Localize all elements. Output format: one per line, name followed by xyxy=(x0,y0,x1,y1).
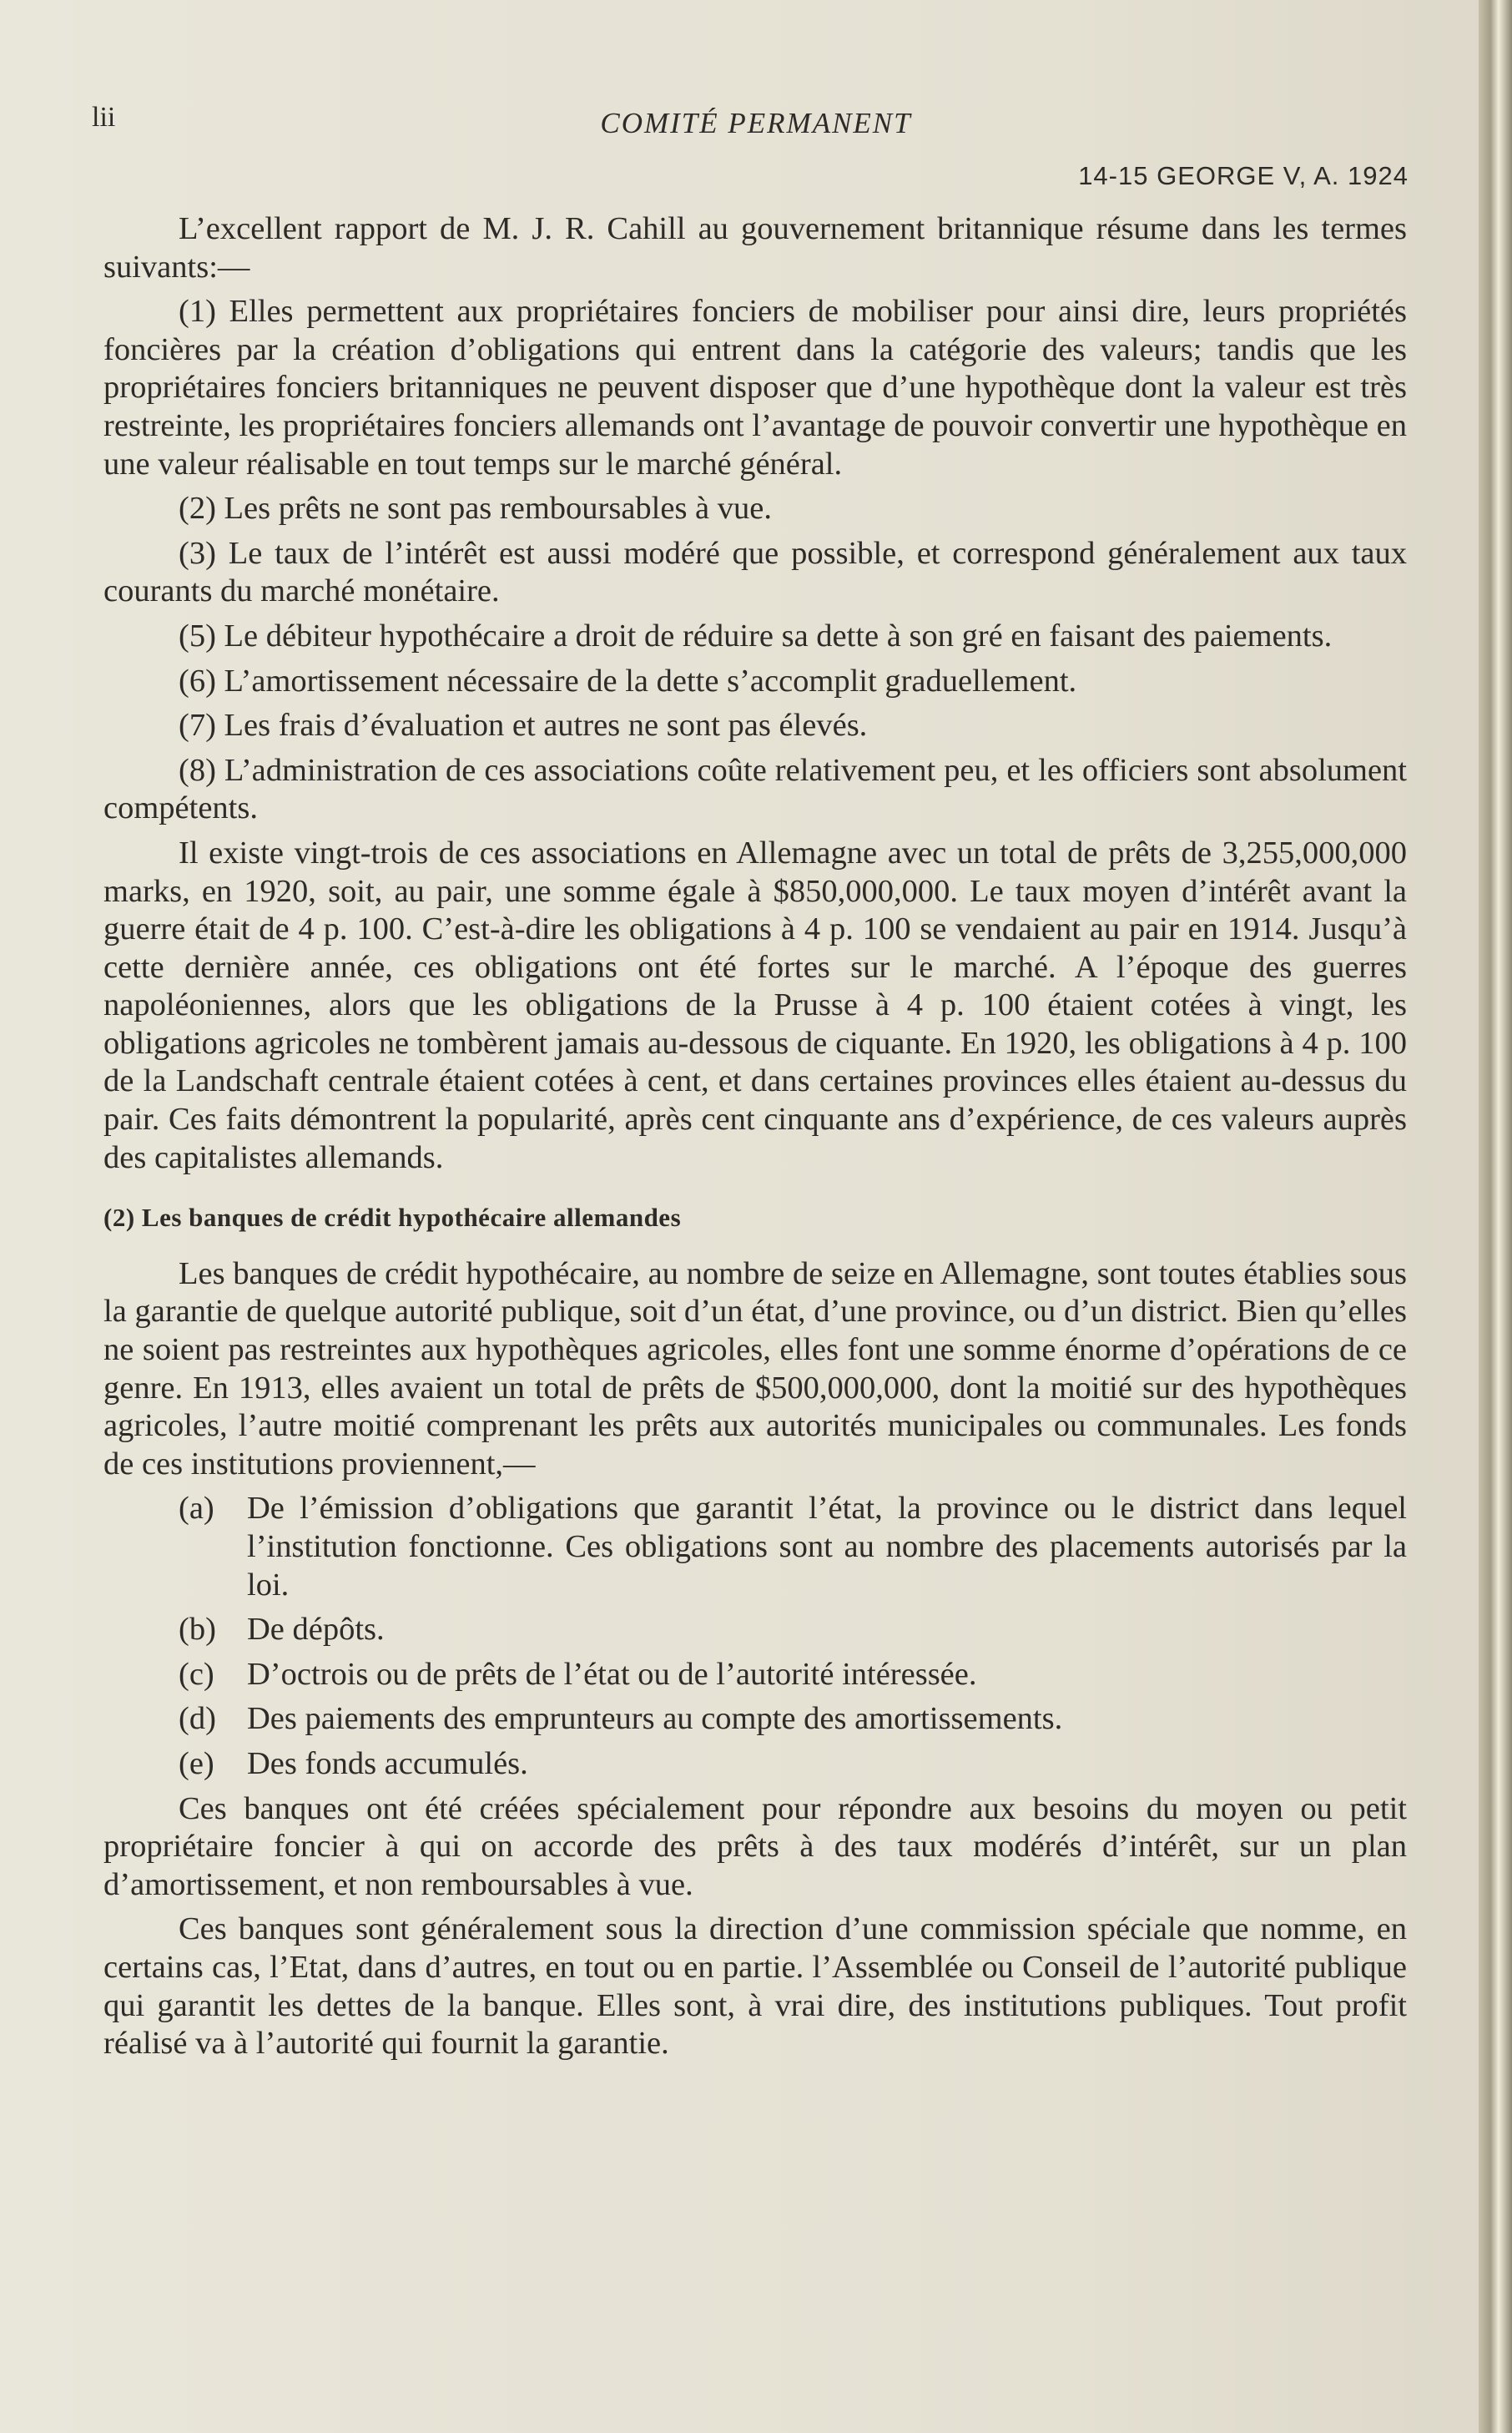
list-text: Des fonds accumulés. xyxy=(247,1745,528,1781)
body-text xyxy=(103,210,1407,2070)
list-item xyxy=(103,1700,1407,1739)
banques-paragraph: Les banques de crédit hypothécaire, au nombre de seize en Allemagne, sont toutes établies sous la garantie de quelque autorité publique, soit d’un état, d’une province, ou d’un district. Bien qu’elles ne soient pas restreintes aux hypothèques agricoles, elles font une somme énorme d’opérations de ce genre. En 1913, elles avaient un total de prêts de $500,000,000, dont la moitié sur des hypothèques agricoles, l’autre moitié comprenant les prêts aux autorités municipales ou communales. Les fonds de ces institutions proviennent,— xyxy=(103,1255,1407,1482)
page-number: lii xyxy=(92,102,116,133)
list-text: De l’émission d’obligations que garantit l’état, la province ou le district dans lequel l’institution fonctionne. Ces obligations sont au nombre des placements autorisés par la loi. xyxy=(247,1491,1407,1603)
list-text: D’octrois ou de prêts de l’état ou de l’autorité intéressée. xyxy=(247,1656,977,1692)
list-label: (c) xyxy=(179,1656,214,1692)
list-item xyxy=(103,1490,1407,1604)
list-text: De dépôts. xyxy=(247,1612,385,1648)
list-item xyxy=(103,1656,1407,1694)
point-2: (2) Les prêts ne sont pas remboursables à vue. xyxy=(179,491,772,527)
list-label: (d) xyxy=(179,1701,216,1737)
list-label: (a) xyxy=(179,1491,214,1527)
page-edge xyxy=(1479,0,1512,2433)
point-5: (5) Le débiteur hypothécaire a droit de réduire sa dette à son gré en faisant des paiements. xyxy=(179,618,1333,654)
point-1: (1) Elles permettent aux propriétaires fonciers de mobiliser pour ainsi dire, leurs propriétés foncières par la création d’obligations qui entrent dans la catégorie des valeurs; tandis que les propriétaires fonciers britanniques ne peuvent disposer que d’une hypothèque dont la valeur est très restreinte, les propriétaires fonciers allemands ont l’avantage de pouvoir convertir une hypothèque en une valeur réalisable en tout temps sur le marché général. xyxy=(103,294,1407,482)
running-title: COMITÉ PERMANENT xyxy=(600,107,912,139)
point-6: (6) L’amortissement nécessaire de la dette s’accomplit graduellement. xyxy=(179,663,1077,699)
list-item xyxy=(103,1745,1407,1784)
sources-list xyxy=(103,1490,1407,1783)
list-label: (e) xyxy=(179,1745,214,1781)
list-text: Des paiements des emprunteurs au compte des amortissements. xyxy=(247,1701,1063,1737)
point-8: (8) L’administration de ces associations coûte relativement peu, et les officiers sont absolument compétents. xyxy=(103,752,1407,826)
intro-paragraph: L’excellent rapport de M. J. R. Cahill au gouvernement britannique résume dans les termes suivants:— xyxy=(103,211,1407,285)
point-3: (3) Le taux de l’intérêt est aussi modéré que possible, et correspond généralement aux taux courants du marché monétaire. xyxy=(103,535,1407,609)
section-heading: (2) Les banques de crédit hypothécaire allemandes xyxy=(103,1203,682,1233)
session-reference: 14-15 GEORGE V, A. 1924 xyxy=(1078,161,1409,190)
direction-paragraph: Ces banques sont généralement sous la direction d’une commission spéciale que nomme, en certains cas, l’Etat, dans d’autres, en tout ou en partie. l’Assemblée ou Conseil de l’autorité publique qui garantit les dettes de la banque. Elles sont, à vrai dire, des institutions publiques. Tout profit réalisé va à l’autorité qui fournit la garantie. xyxy=(103,1911,1407,2062)
list-label: (b) xyxy=(179,1612,216,1648)
besoins-paragraph: Ces banques ont été créées spécialement pour répondre aux besoins du moyen ou petit propriétaire foncier à qui on accorde des prêts à des taux modérés d’intérêt, sur un plan d’amortissement, et non remboursables à vue. xyxy=(103,1790,1407,1902)
point-7: (7) Les frais d’évaluation et autres ne sont pas élevés. xyxy=(179,708,868,744)
associations-paragraph: Il existe vingt-trois de ces associations en Allemagne avec un total de prêts de 3,255,000,000 marks, en 1920, soit, au pair, une somme égale à $850,000,000. Le taux moyen d’intérêt avant la guerre était de 4 p. 100. C’est-à-dire les obligations à 4 p. 100 se vendaient au pair en 1914. Jusqu’à cette dernière année, ces obligations ont été fortes sur le marché. A l’époque des guerres napoléoniennes, alors que les obligations de la Prusse à 4 p. 100 étaient cotées à vingt, les obligations agricoles ne tombèrent jamais au-dessous de ciquante. En 1920, les obligations à 4 p. 100 de la Landschaft centrale étaient cotées à cent, et dans certaines provinces elles étaient au-dessus du pair. Ces faits démontrent la popularité, après cent cinquante ans d’expérience, de ces valeurs auprès des capitalistes allemands. xyxy=(103,835,1407,1175)
list-item xyxy=(103,1611,1407,1649)
